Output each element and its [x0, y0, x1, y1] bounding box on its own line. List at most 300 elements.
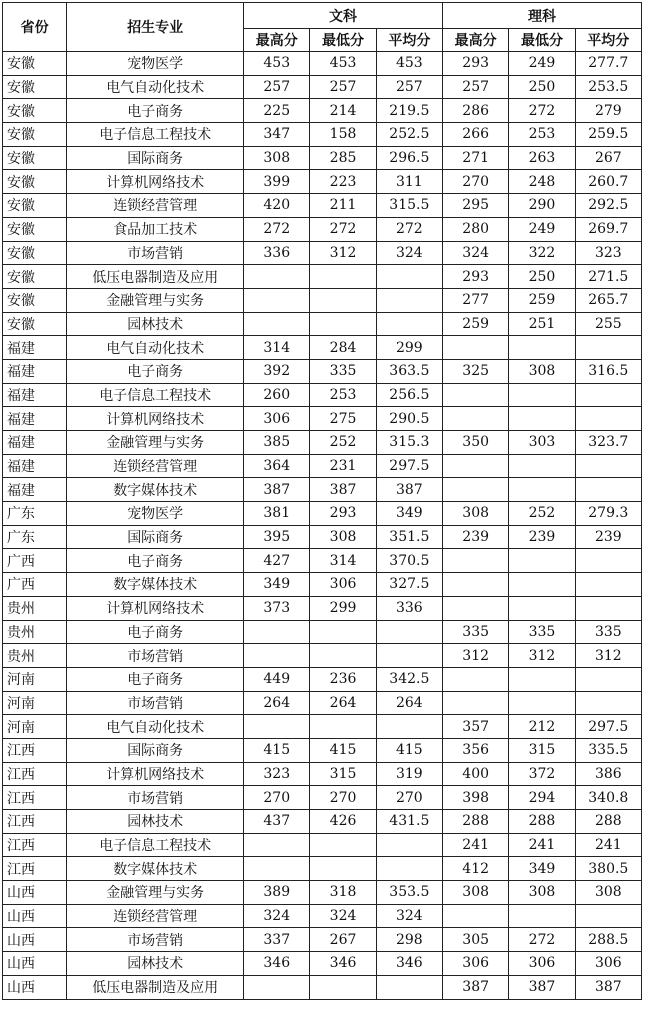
science-min-cell: 308 — [509, 881, 575, 905]
arts-min-cell — [310, 312, 376, 336]
arts-avg-cell: 363.5 — [376, 359, 442, 383]
arts-max-cell: 336 — [244, 241, 310, 265]
arts-avg-cell: 256.5 — [376, 383, 442, 407]
province-cell: 安徽 — [3, 241, 67, 265]
science-min-cell: 294 — [509, 786, 575, 810]
province-cell: 安徽 — [3, 99, 67, 123]
arts-min-cell — [310, 833, 376, 857]
arts-max-cell: 427 — [244, 549, 310, 573]
science-avg-cell: 279.3 — [575, 502, 641, 526]
table-row — [3, 857, 642, 881]
table-row — [3, 549, 642, 573]
table-row — [3, 146, 642, 170]
arts-min-cell: 293 — [310, 502, 376, 526]
arts-avg-cell — [376, 288, 442, 312]
major-cell: 金融管理与实务 — [67, 288, 244, 312]
province-cell: 贵州 — [3, 644, 67, 668]
arts-max-cell: 364 — [244, 454, 310, 478]
major-cell: 市场营销 — [67, 928, 244, 952]
science-min-cell: 263 — [509, 146, 575, 170]
science-min-cell: 306 — [509, 952, 575, 976]
table-row — [3, 573, 642, 597]
arts-max-cell — [244, 620, 310, 644]
science-avg-cell: 271.5 — [575, 265, 641, 289]
science-min-cell — [509, 383, 575, 407]
science-min-cell: 252 — [509, 502, 575, 526]
province-cell: 山西 — [3, 952, 67, 976]
arts-avg-cell: 272 — [376, 217, 442, 241]
arts-avg-cell: 290.5 — [376, 407, 442, 431]
table-row — [3, 975, 642, 999]
table-row — [3, 217, 642, 241]
arts-avg-header: 平均分 — [376, 29, 442, 52]
province-cell: 福建 — [3, 431, 67, 455]
arts-max-cell: 272 — [244, 217, 310, 241]
arts-min-cell: 284 — [310, 336, 376, 360]
arts-avg-cell — [376, 265, 442, 289]
arts-min-cell — [310, 857, 376, 881]
science-min-cell: 250 — [509, 75, 575, 99]
science-min-cell: 387 — [509, 975, 575, 999]
major-cell: 市场营销 — [67, 644, 244, 668]
table-row — [3, 952, 642, 976]
major-cell: 连锁经营管理 — [67, 454, 244, 478]
table-row — [3, 502, 642, 526]
province-cell: 河南 — [3, 691, 67, 715]
arts-avg-cell: 324 — [376, 241, 442, 265]
arts-avg-cell: 327.5 — [376, 573, 442, 597]
science-avg-cell: 292.5 — [575, 194, 641, 218]
science-avg-cell — [575, 691, 641, 715]
arts-min-cell: 253 — [310, 383, 376, 407]
arts-max-cell: 347 — [244, 123, 310, 147]
province-cell: 江西 — [3, 833, 67, 857]
science-avg-cell: 265.7 — [575, 288, 641, 312]
science-min-cell — [509, 667, 575, 691]
arts-max-cell: 257 — [244, 75, 310, 99]
arts-max-cell: 437 — [244, 810, 310, 834]
arts-avg-cell: 299 — [376, 336, 442, 360]
arts-min-cell: 257 — [310, 75, 376, 99]
table-row — [3, 904, 642, 928]
science-avg-cell — [575, 407, 641, 431]
province-cell: 广东 — [3, 502, 67, 526]
arts-avg-cell — [376, 644, 442, 668]
science-max-cell: 308 — [443, 881, 509, 905]
table-row — [3, 525, 642, 549]
table-row — [3, 312, 642, 336]
major-cell: 连锁经营管理 — [67, 194, 244, 218]
science-avg-cell — [575, 573, 641, 597]
major-cell: 电气自动化技术 — [67, 75, 244, 99]
major-cell: 国际商务 — [67, 146, 244, 170]
science-max-cell: 350 — [443, 431, 509, 455]
science-max-cell: 293 — [443, 52, 509, 76]
table-row — [3, 667, 642, 691]
arts-min-cell — [310, 715, 376, 739]
arts-avg-cell: 315.5 — [376, 194, 442, 218]
arts-min-cell: 306 — [310, 573, 376, 597]
arts-min-cell — [310, 644, 376, 668]
arts-avg-cell — [376, 857, 442, 881]
major-cell: 计算机网络技术 — [67, 762, 244, 786]
science-min-cell: 248 — [509, 170, 575, 194]
major-cell: 园林技术 — [67, 810, 244, 834]
science-min-cell — [509, 573, 575, 597]
arts-max-cell: 323 — [244, 762, 310, 786]
arts-min-cell: 415 — [310, 738, 376, 762]
arts-avg-cell: 315.3 — [376, 431, 442, 455]
science-max-cell: 325 — [443, 359, 509, 383]
science-max-cell — [443, 691, 509, 715]
province-cell: 安徽 — [3, 146, 67, 170]
province-cell: 安徽 — [3, 312, 67, 336]
science-max-cell: 324 — [443, 241, 509, 265]
province-cell: 山西 — [3, 904, 67, 928]
science-avg-cell: 297.5 — [575, 715, 641, 739]
arts-max-cell: 306 — [244, 407, 310, 431]
table-row — [3, 596, 642, 620]
arts-avg-cell: 353.5 — [376, 881, 442, 905]
science-min-cell — [509, 407, 575, 431]
province-cell: 福建 — [3, 359, 67, 383]
table-row — [3, 928, 642, 952]
science-max-cell: 356 — [443, 738, 509, 762]
table-row — [3, 336, 642, 360]
science-max-cell — [443, 596, 509, 620]
major-cell: 金融管理与实务 — [67, 881, 244, 905]
arts-min-cell — [310, 265, 376, 289]
arts-min-cell: 315 — [310, 762, 376, 786]
science-max-cell: 400 — [443, 762, 509, 786]
science-avg-cell: 255 — [575, 312, 641, 336]
science-min-cell: 253 — [509, 123, 575, 147]
arts-max-cell: 349 — [244, 573, 310, 597]
science-min-cell: 315 — [509, 738, 575, 762]
arts-avg-cell: 270 — [376, 786, 442, 810]
major-cell: 宠物医学 — [67, 502, 244, 526]
major-cell: 连锁经营管理 — [67, 904, 244, 928]
science-min-cell: 312 — [509, 644, 575, 668]
science-avg-cell: 335 — [575, 620, 641, 644]
science-avg-cell: 316.5 — [575, 359, 641, 383]
science-max-cell: 288 — [443, 810, 509, 834]
major-cell: 园林技术 — [67, 312, 244, 336]
science-max-cell: 357 — [443, 715, 509, 739]
major-cell: 数字媒体技术 — [67, 478, 244, 502]
science-avg-cell: 239 — [575, 525, 641, 549]
major-cell: 计算机网络技术 — [67, 170, 244, 194]
science-max-cell — [443, 336, 509, 360]
arts-avg-cell: 319 — [376, 762, 442, 786]
science-avg-cell: 312 — [575, 644, 641, 668]
science-min-cell — [509, 596, 575, 620]
arts-min-cell: 346 — [310, 952, 376, 976]
arts-avg-cell: 351.5 — [376, 525, 442, 549]
science-max-cell — [443, 454, 509, 478]
arts-min-cell: 272 — [310, 217, 376, 241]
science-max-cell — [443, 904, 509, 928]
table-row — [3, 715, 642, 739]
arts-max-cell — [244, 644, 310, 668]
arts-min-cell: 252 — [310, 431, 376, 455]
admission-scores-table — [2, 2, 642, 1000]
arts-max-cell: 392 — [244, 359, 310, 383]
arts-max-cell: 399 — [244, 170, 310, 194]
province-cell: 贵州 — [3, 620, 67, 644]
arts-avg-cell: 311 — [376, 170, 442, 194]
table-body — [3, 52, 642, 1000]
arts-min-cell: 335 — [310, 359, 376, 383]
science-max-cell: 266 — [443, 123, 509, 147]
major-cell: 宠物医学 — [67, 52, 244, 76]
major-cell: 食品加工技术 — [67, 217, 244, 241]
arts-min-cell: 426 — [310, 810, 376, 834]
science-max-cell: 271 — [443, 146, 509, 170]
science-avg-cell: 260.7 — [575, 170, 641, 194]
science-avg-cell: 288.5 — [575, 928, 641, 952]
arts-avg-cell — [376, 715, 442, 739]
arts-max-cell: 385 — [244, 431, 310, 455]
arts-max-cell: 314 — [244, 336, 310, 360]
province-cell: 江西 — [3, 857, 67, 881]
province-cell: 广西 — [3, 573, 67, 597]
science-avg-cell: 340.8 — [575, 786, 641, 810]
major-cell: 数字媒体技术 — [67, 573, 244, 597]
arts-avg-cell: 297.5 — [376, 454, 442, 478]
science-max-cell: 257 — [443, 75, 509, 99]
science-min-cell: 288 — [509, 810, 575, 834]
science-max-cell — [443, 549, 509, 573]
table-row — [3, 738, 642, 762]
science-avg-cell: 267 — [575, 146, 641, 170]
province-cell: 安徽 — [3, 75, 67, 99]
major-cell: 金融管理与实务 — [67, 431, 244, 455]
arts-avg-cell: 252.5 — [376, 123, 442, 147]
science-avg-cell: 253.5 — [575, 75, 641, 99]
science-avg-cell: 308 — [575, 881, 641, 905]
science-min-cell: 249 — [509, 52, 575, 76]
science-min-cell: 303 — [509, 431, 575, 455]
province-cell: 安徽 — [3, 123, 67, 147]
major-cell: 电子信息工程技术 — [67, 123, 244, 147]
arts-avg-cell: 387 — [376, 478, 442, 502]
science-avg-cell: 269.7 — [575, 217, 641, 241]
science-max-cell: 295 — [443, 194, 509, 218]
table-row — [3, 123, 642, 147]
arts-avg-cell: 431.5 — [376, 810, 442, 834]
province-cell: 广东 — [3, 525, 67, 549]
science-min-cell: 241 — [509, 833, 575, 857]
science-min-cell: 249 — [509, 217, 575, 241]
table-row — [3, 620, 642, 644]
arts-min-cell — [310, 975, 376, 999]
arts-avg-cell: 264 — [376, 691, 442, 715]
science-max-cell — [443, 667, 509, 691]
table-row — [3, 407, 642, 431]
science-max-cell: 387 — [443, 975, 509, 999]
major-header: 招生专业 — [67, 3, 244, 52]
arts-min-cell: 275 — [310, 407, 376, 431]
science-avg-cell — [575, 904, 641, 928]
arts-avg-cell: 349 — [376, 502, 442, 526]
major-cell: 国际商务 — [67, 738, 244, 762]
arts-max-cell: 420 — [244, 194, 310, 218]
table-row — [3, 52, 642, 76]
province-cell: 福建 — [3, 336, 67, 360]
arts-max-cell: 395 — [244, 525, 310, 549]
arts-min-header: 最低分 — [310, 29, 376, 52]
arts-min-cell: 211 — [310, 194, 376, 218]
major-cell: 低压电器制造及应用 — [67, 975, 244, 999]
science-avg-cell: 279 — [575, 99, 641, 123]
arts-max-cell: 387 — [244, 478, 310, 502]
science-avg-header: 平均分 — [575, 29, 641, 52]
science-min-cell: 239 — [509, 525, 575, 549]
science-min-cell: 259 — [509, 288, 575, 312]
science-avg-cell: 306 — [575, 952, 641, 976]
science-avg-cell: 259.5 — [575, 123, 641, 147]
arts-max-cell: 449 — [244, 667, 310, 691]
arts-avg-cell: 342.5 — [376, 667, 442, 691]
table-row — [3, 288, 642, 312]
major-cell: 数字媒体技术 — [67, 857, 244, 881]
province-cell: 福建 — [3, 454, 67, 478]
major-cell: 电子商务 — [67, 667, 244, 691]
arts-max-cell: 225 — [244, 99, 310, 123]
science-max-cell — [443, 407, 509, 431]
science-max-cell: 239 — [443, 525, 509, 549]
table-row — [3, 241, 642, 265]
science-max-cell: 286 — [443, 99, 509, 123]
arts-max-cell: 453 — [244, 52, 310, 76]
science-avg-cell — [575, 383, 641, 407]
science-min-cell: 250 — [509, 265, 575, 289]
major-cell: 电子信息工程技术 — [67, 833, 244, 857]
arts-min-cell: 264 — [310, 691, 376, 715]
arts-max-cell: 381 — [244, 502, 310, 526]
major-cell: 电子商务 — [67, 549, 244, 573]
major-cell: 园林技术 — [67, 952, 244, 976]
science-max-cell — [443, 383, 509, 407]
science-max-cell: 306 — [443, 952, 509, 976]
arts-max-cell — [244, 715, 310, 739]
science-avg-cell — [575, 549, 641, 573]
major-cell: 电气自动化技术 — [67, 336, 244, 360]
science-min-cell: 349 — [509, 857, 575, 881]
science-max-cell: 277 — [443, 288, 509, 312]
science-min-cell — [509, 454, 575, 478]
arts-group-header: 文科 — [244, 3, 443, 29]
arts-min-cell: 285 — [310, 146, 376, 170]
arts-max-cell — [244, 288, 310, 312]
province-cell: 江西 — [3, 762, 67, 786]
major-cell: 电子商务 — [67, 359, 244, 383]
arts-avg-cell — [376, 833, 442, 857]
arts-avg-cell — [376, 975, 442, 999]
arts-min-cell: 299 — [310, 596, 376, 620]
table-row — [3, 454, 642, 478]
arts-avg-cell: 346 — [376, 952, 442, 976]
science-max-cell: 270 — [443, 170, 509, 194]
science-min-cell: 212 — [509, 715, 575, 739]
arts-avg-cell — [376, 620, 442, 644]
province-cell: 安徽 — [3, 217, 67, 241]
table-row — [3, 644, 642, 668]
science-avg-cell — [575, 454, 641, 478]
province-cell: 福建 — [3, 383, 67, 407]
table-row — [3, 359, 642, 383]
arts-min-cell: 236 — [310, 667, 376, 691]
science-min-cell: 272 — [509, 99, 575, 123]
major-cell: 计算机网络技术 — [67, 596, 244, 620]
arts-min-cell: 312 — [310, 241, 376, 265]
arts-max-header: 最高分 — [244, 29, 310, 52]
table-row — [3, 810, 642, 834]
major-cell: 电气自动化技术 — [67, 715, 244, 739]
major-cell: 电子商务 — [67, 620, 244, 644]
arts-min-cell: 231 — [310, 454, 376, 478]
science-max-cell: 293 — [443, 265, 509, 289]
table-row — [3, 691, 642, 715]
province-cell: 安徽 — [3, 52, 67, 76]
major-cell: 市场营销 — [67, 786, 244, 810]
arts-avg-cell: 296.5 — [376, 146, 442, 170]
arts-min-cell: 453 — [310, 52, 376, 76]
province-header: 省份 — [3, 3, 67, 52]
arts-max-cell: 308 — [244, 146, 310, 170]
arts-max-cell: 270 — [244, 786, 310, 810]
table-row — [3, 762, 642, 786]
arts-min-cell: 318 — [310, 881, 376, 905]
science-avg-cell — [575, 478, 641, 502]
science-min-cell — [509, 336, 575, 360]
science-min-cell — [509, 904, 575, 928]
arts-avg-cell: 370.5 — [376, 549, 442, 573]
science-avg-cell — [575, 596, 641, 620]
science-min-cell: 335 — [509, 620, 575, 644]
arts-min-cell: 270 — [310, 786, 376, 810]
science-avg-cell: 323 — [575, 241, 641, 265]
province-cell: 安徽 — [3, 288, 67, 312]
science-max-cell — [443, 478, 509, 502]
province-cell: 安徽 — [3, 265, 67, 289]
science-max-cell — [443, 573, 509, 597]
arts-avg-cell: 336 — [376, 596, 442, 620]
arts-min-cell: 223 — [310, 170, 376, 194]
science-max-cell: 259 — [443, 312, 509, 336]
arts-avg-cell: 415 — [376, 738, 442, 762]
table-row — [3, 99, 642, 123]
science-avg-cell — [575, 336, 641, 360]
science-max-cell: 335 — [443, 620, 509, 644]
science-max-header: 最高分 — [443, 29, 509, 52]
science-avg-cell: 335.5 — [575, 738, 641, 762]
arts-max-cell: 264 — [244, 691, 310, 715]
arts-avg-cell: 298 — [376, 928, 442, 952]
arts-max-cell: 337 — [244, 928, 310, 952]
science-max-cell: 280 — [443, 217, 509, 241]
arts-min-cell: 267 — [310, 928, 376, 952]
province-cell: 江西 — [3, 786, 67, 810]
science-max-cell: 412 — [443, 857, 509, 881]
science-min-cell: 272 — [509, 928, 575, 952]
table-row — [3, 194, 642, 218]
science-min-cell — [509, 549, 575, 573]
science-avg-cell: 241 — [575, 833, 641, 857]
table-row — [3, 431, 642, 455]
science-min-cell: 322 — [509, 241, 575, 265]
